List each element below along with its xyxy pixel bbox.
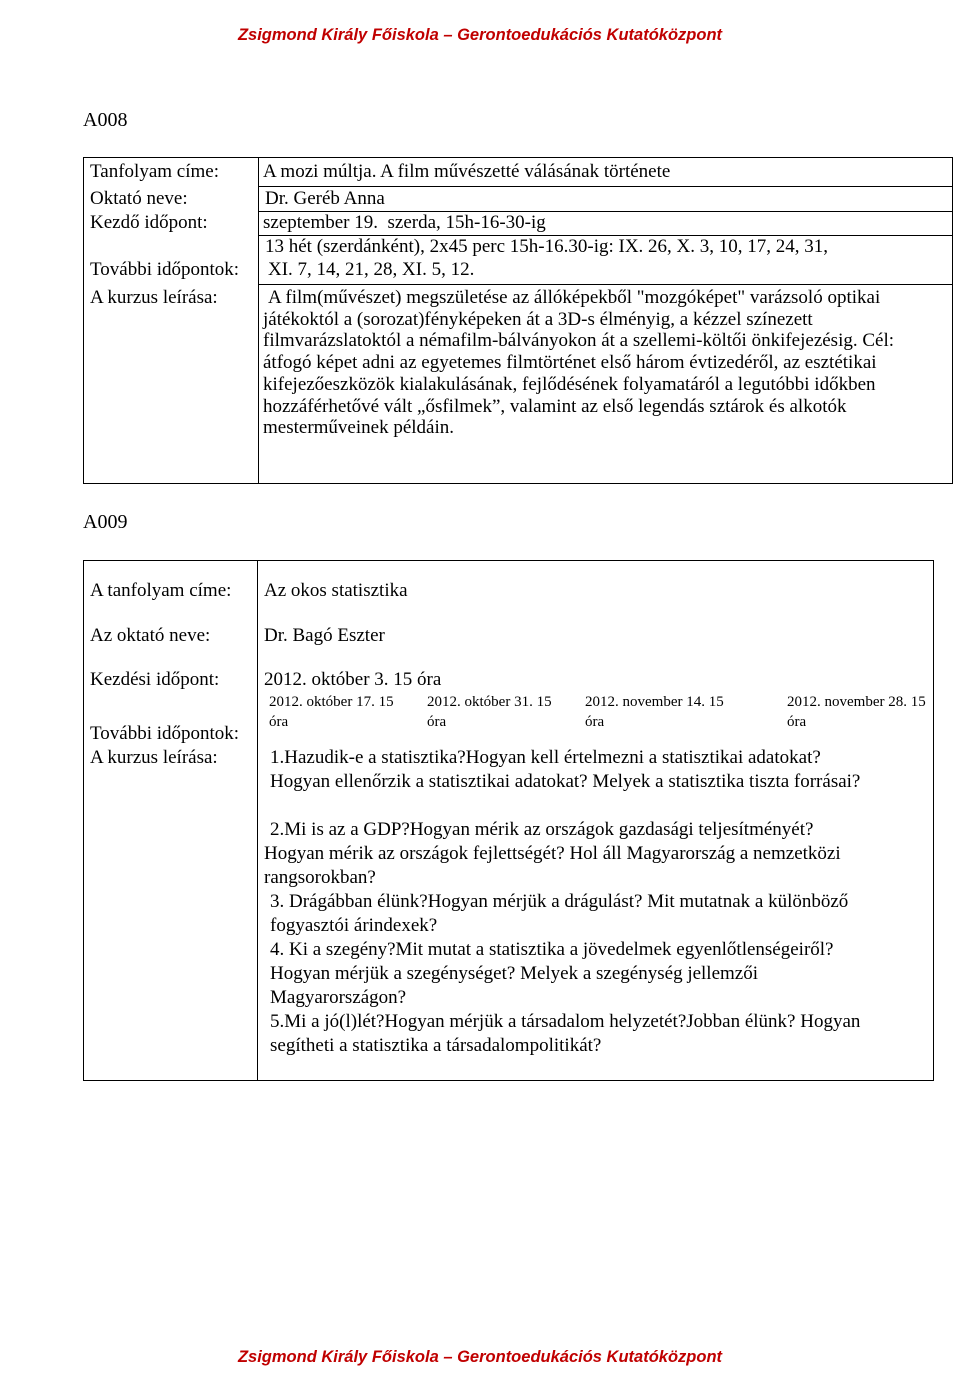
description-line: Magyarországon? — [270, 987, 407, 1008]
course-code: A008 — [83, 109, 128, 131]
teacher-label: Oktató neve: — [90, 188, 188, 209]
start-label: Kezdő időpont: — [90, 212, 208, 233]
description-line: 2.Mi is az a GDP?Hogyan mérik az országok gazdasági teljesítményét? — [270, 819, 814, 840]
start-label: Kezdési időpont: — [90, 669, 220, 690]
teacher-name: Dr. Geréb Anna — [265, 188, 385, 209]
teacher-label: Az oktató neve: — [90, 625, 211, 646]
description-line: hozzáférhetővé vált „ősfilmek”, valamint az első legendás sztárok és alkotók — [263, 395, 847, 417]
course-code: A009 — [83, 511, 128, 533]
description-line: 3. Drágábban élünk?Hogyan mérjük a drágulást? Mit mutatnak a különböző — [270, 891, 849, 912]
row-divider — [258, 284, 953, 285]
description-line: rangsorokban? — [264, 867, 376, 888]
description-line: segítheti a statisztika a társadalompolitikát? — [270, 1035, 602, 1056]
row-divider — [258, 186, 953, 187]
description-label: A kurzus leírása: — [90, 287, 218, 308]
course-description — [264, 746, 928, 1058]
extra-date-cell: 2012. november 28. 15 óra — [787, 694, 926, 730]
course-title-label: A tanfolyam címe: — [90, 580, 232, 601]
teacher-name: Dr. Bagó Eszter — [264, 625, 385, 646]
column-divider — [258, 157, 259, 484]
description-line: fogyasztói árindexek? — [270, 915, 438, 936]
course-title-label: Tanfolyam címe: — [90, 161, 219, 182]
page-header: Zsigmond Király Főiskola – Gerontoedukációs Kutatóközpont — [237, 26, 723, 44]
start-value: szeptember 19. szerda, 15h-16-30-ig — [263, 212, 546, 233]
description-line: játékoktól a (sorozat)fényképeken át a 3D-s élményig, a kézzel színezett — [263, 308, 813, 330]
description-line: 5.Mi a jó(l)lét?Hogyan mérjük a társadalom helyzetét?Jobban élünk? Hogyan — [270, 1011, 861, 1032]
extra-date-cell: 2012. október 17. 15 óra — [269, 694, 394, 730]
description-line: filmvarázslatoktól a némafilm-bálványokon át a szellemi-költői önkifejezésig. Cél: — [263, 330, 895, 352]
description-line: Hogyan ellenőrzik a statisztikai adatokat? Melyek a statisztika tiszta forrásai? — [270, 771, 861, 792]
description-line: 1.Hazudik-e a statisztika?Hogyan kell értelmezni a statisztikai adatokat? — [270, 747, 821, 768]
extra-date-cell: 2012. november 14. 15 óra — [585, 694, 724, 730]
description-line: kifejezőeszközök kialakulásának, fejlődésének folyamatáról a legutóbbi időkben — [263, 373, 876, 395]
more-dates-line: 13 hét (szerdánként), 2x45 perc 15h-16.30-ig: IX. 26, X. 3, 10, 17, 24, 31, — [265, 236, 829, 257]
more-dates-label: További időpontok: — [90, 723, 240, 744]
description-line: mesterműveinek példáin. — [263, 417, 454, 439]
description-line: 4. Ki a szegény?Mit mutat a statisztika a jövedelmek egyenlőtlenségeiről? — [270, 939, 834, 960]
description-line: átfogó képet adni az egyetemes filmtörténet első három évtizedéről, az esztétikai — [263, 352, 877, 374]
course-description — [263, 287, 947, 439]
description-line: Hogyan mérjük a szegénységet? Melyek a szegénység jellemzői — [270, 963, 759, 984]
column-divider — [257, 560, 258, 1081]
course-title: A mozi múltja. A film művészetté válásának története — [263, 161, 671, 182]
description-line: A film(művészet) megszületése az állóképekből "mozgóképet" varázsoló optikai — [268, 287, 881, 308]
start-value: 2012. október 3. 15 óra — [264, 669, 442, 690]
more-dates-line: XI. 7, 14, 21, 28, XI. 5, 12. — [268, 259, 475, 280]
more-dates-label: További időpontok: — [90, 259, 240, 280]
extra-date-cell: 2012. október 31. 15 óra — [427, 694, 552, 730]
page-footer: Zsigmond Király Főiskola – Gerontoedukációs Kutatóközpont — [237, 1348, 723, 1366]
description-label: A kurzus leírása: — [90, 747, 218, 768]
course-title: Az okos statisztika — [264, 580, 408, 601]
description-line: Hogyan mérik az országok fejlettségét? Hol áll Magyarország a nemzetközi — [264, 843, 841, 864]
